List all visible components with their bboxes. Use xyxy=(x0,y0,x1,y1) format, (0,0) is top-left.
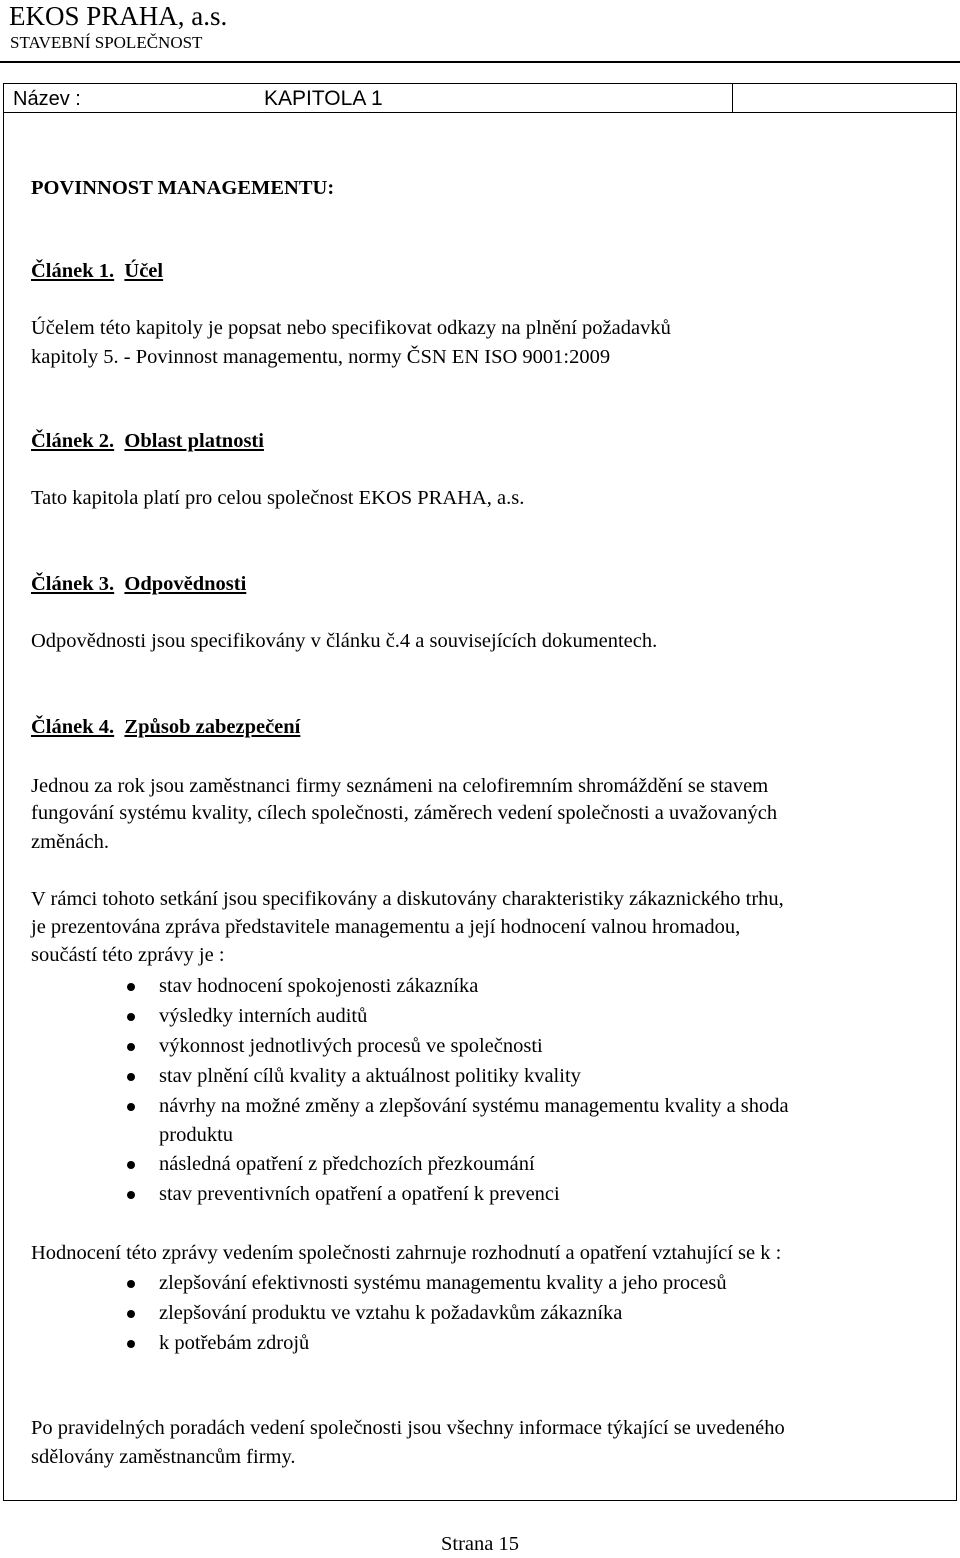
article-2-heading xyxy=(31,427,264,455)
article-4-paragraph-line: Hodnocení této zprávy vedením společnosti zahrnuje rozhodnutí a opatření vztahující se k : xyxy=(31,1242,782,1264)
article-1-line: Účelem této kapitoly je popsat nebo specifikovat odkazy na plnění požadavků xyxy=(31,317,671,339)
article-3-title: Odpovědnosti xyxy=(124,573,247,595)
report-contents-list xyxy=(127,971,789,1209)
bullet-icon xyxy=(127,1073,135,1081)
bullet-icon xyxy=(127,1310,135,1318)
article-1-title: Účel xyxy=(124,260,164,282)
article-2-number: Článek 2. xyxy=(31,430,115,452)
decisions-list xyxy=(127,1268,727,1358)
article-2-title: Oblast platnosti xyxy=(124,430,264,452)
bullet-icon xyxy=(127,1043,135,1051)
article-4-paragraph-line: Po pravidelných poradách vedení společnosti jsou všechny informace týkající se uvedeného xyxy=(31,1417,785,1439)
list-item: výkonnost jednotlivých procesů ve společnosti xyxy=(127,1031,789,1061)
list-item: stav preventivních opatření a opatření k prevenci xyxy=(127,1179,789,1209)
page-number: Strana 15 xyxy=(441,1533,519,1555)
chapter-title: KAPITOLA 1 xyxy=(264,87,383,110)
list-item: zlepšování efektivnosti systému managementu kvality a jeho procesů xyxy=(127,1268,727,1298)
company-name: EKOS PRAHA, a.s. xyxy=(9,1,228,31)
article-1-heading xyxy=(31,257,163,285)
bullet-icon xyxy=(127,1103,135,1111)
list-item: návrhy na možné změny a zlepšování systému managementu kvality a shoda xyxy=(127,1091,789,1121)
article-4-title: Způsob zabezpečení xyxy=(124,716,301,738)
list-item-continuation: produktu xyxy=(159,1124,234,1146)
bullet-icon xyxy=(127,1161,135,1169)
bullet-icon xyxy=(127,1191,135,1199)
article-3-number: Článek 3. xyxy=(31,573,115,595)
bullet-icon xyxy=(127,1280,135,1288)
list-item: stav hodnocení spokojenosti zákazníka xyxy=(127,971,789,1001)
article-4-paragraph-line: Jednou za rok jsou zaměstnanci firmy seznámeni na celofiremním shromáždění se stavem xyxy=(31,775,769,797)
article-4-paragraph-line: změnách. xyxy=(31,831,109,853)
table-cell-divider xyxy=(732,84,733,112)
article-4-paragraph-line: součástí této zprávy je : xyxy=(31,944,225,966)
main-heading: POVINNOST MANAGEMENTU: xyxy=(31,177,335,199)
article-4-paragraph-line: je prezentována zpráva představitele managementu a její hodnocení valnou hromadou, xyxy=(31,916,741,938)
bullet-icon xyxy=(127,1340,135,1348)
bullet-icon xyxy=(127,983,135,991)
list-item: zlepšování produktu ve vztahu k požadavkům zákazníka xyxy=(127,1298,727,1328)
company-subtitle: STAVEBNÍ SPOLEČNOST xyxy=(10,33,203,52)
article-4-paragraph-line: fungování systému kvality, cílech společnosti, záměrech vedení společnosti a uvažovaných xyxy=(31,802,778,824)
article-2-line: Tato kapitola platí pro celou společnost EKOS PRAHA, a.s. xyxy=(31,487,525,509)
list-item: stav plnění cílů kvality a aktuálnost politiky kvality xyxy=(127,1061,789,1091)
list-item: k potřebám zdrojů xyxy=(127,1328,727,1358)
article-4-heading xyxy=(31,713,300,741)
article-3-heading xyxy=(31,570,246,598)
title-table xyxy=(3,83,957,113)
article-4-number: Článek 4. xyxy=(31,716,115,738)
article-1-line: kapitoly 5. - Povinnost managementu, normy ČSN EN ISO 9001:2009 xyxy=(31,346,611,368)
article-4-paragraph-line: sdělovány zaměstnancům firmy. xyxy=(31,1446,296,1468)
article-1-number: Článek 1. xyxy=(31,260,115,282)
bullet-icon xyxy=(127,1013,135,1021)
title-label: Název : xyxy=(13,88,81,110)
article-3-line: Odpovědnosti jsou specifikovány v článku č.4 a souvisejících dokumentech. xyxy=(31,630,658,652)
article-4-paragraph-line: V rámci tohoto setkání jsou specifikovány a diskutovány charakteristiky zákaznického trhu, xyxy=(31,888,784,910)
list-item: následná opatření z předchozích přezkoumání xyxy=(127,1149,789,1179)
list-item: výsledky interních auditů xyxy=(127,1001,789,1031)
header-divider xyxy=(0,61,960,63)
